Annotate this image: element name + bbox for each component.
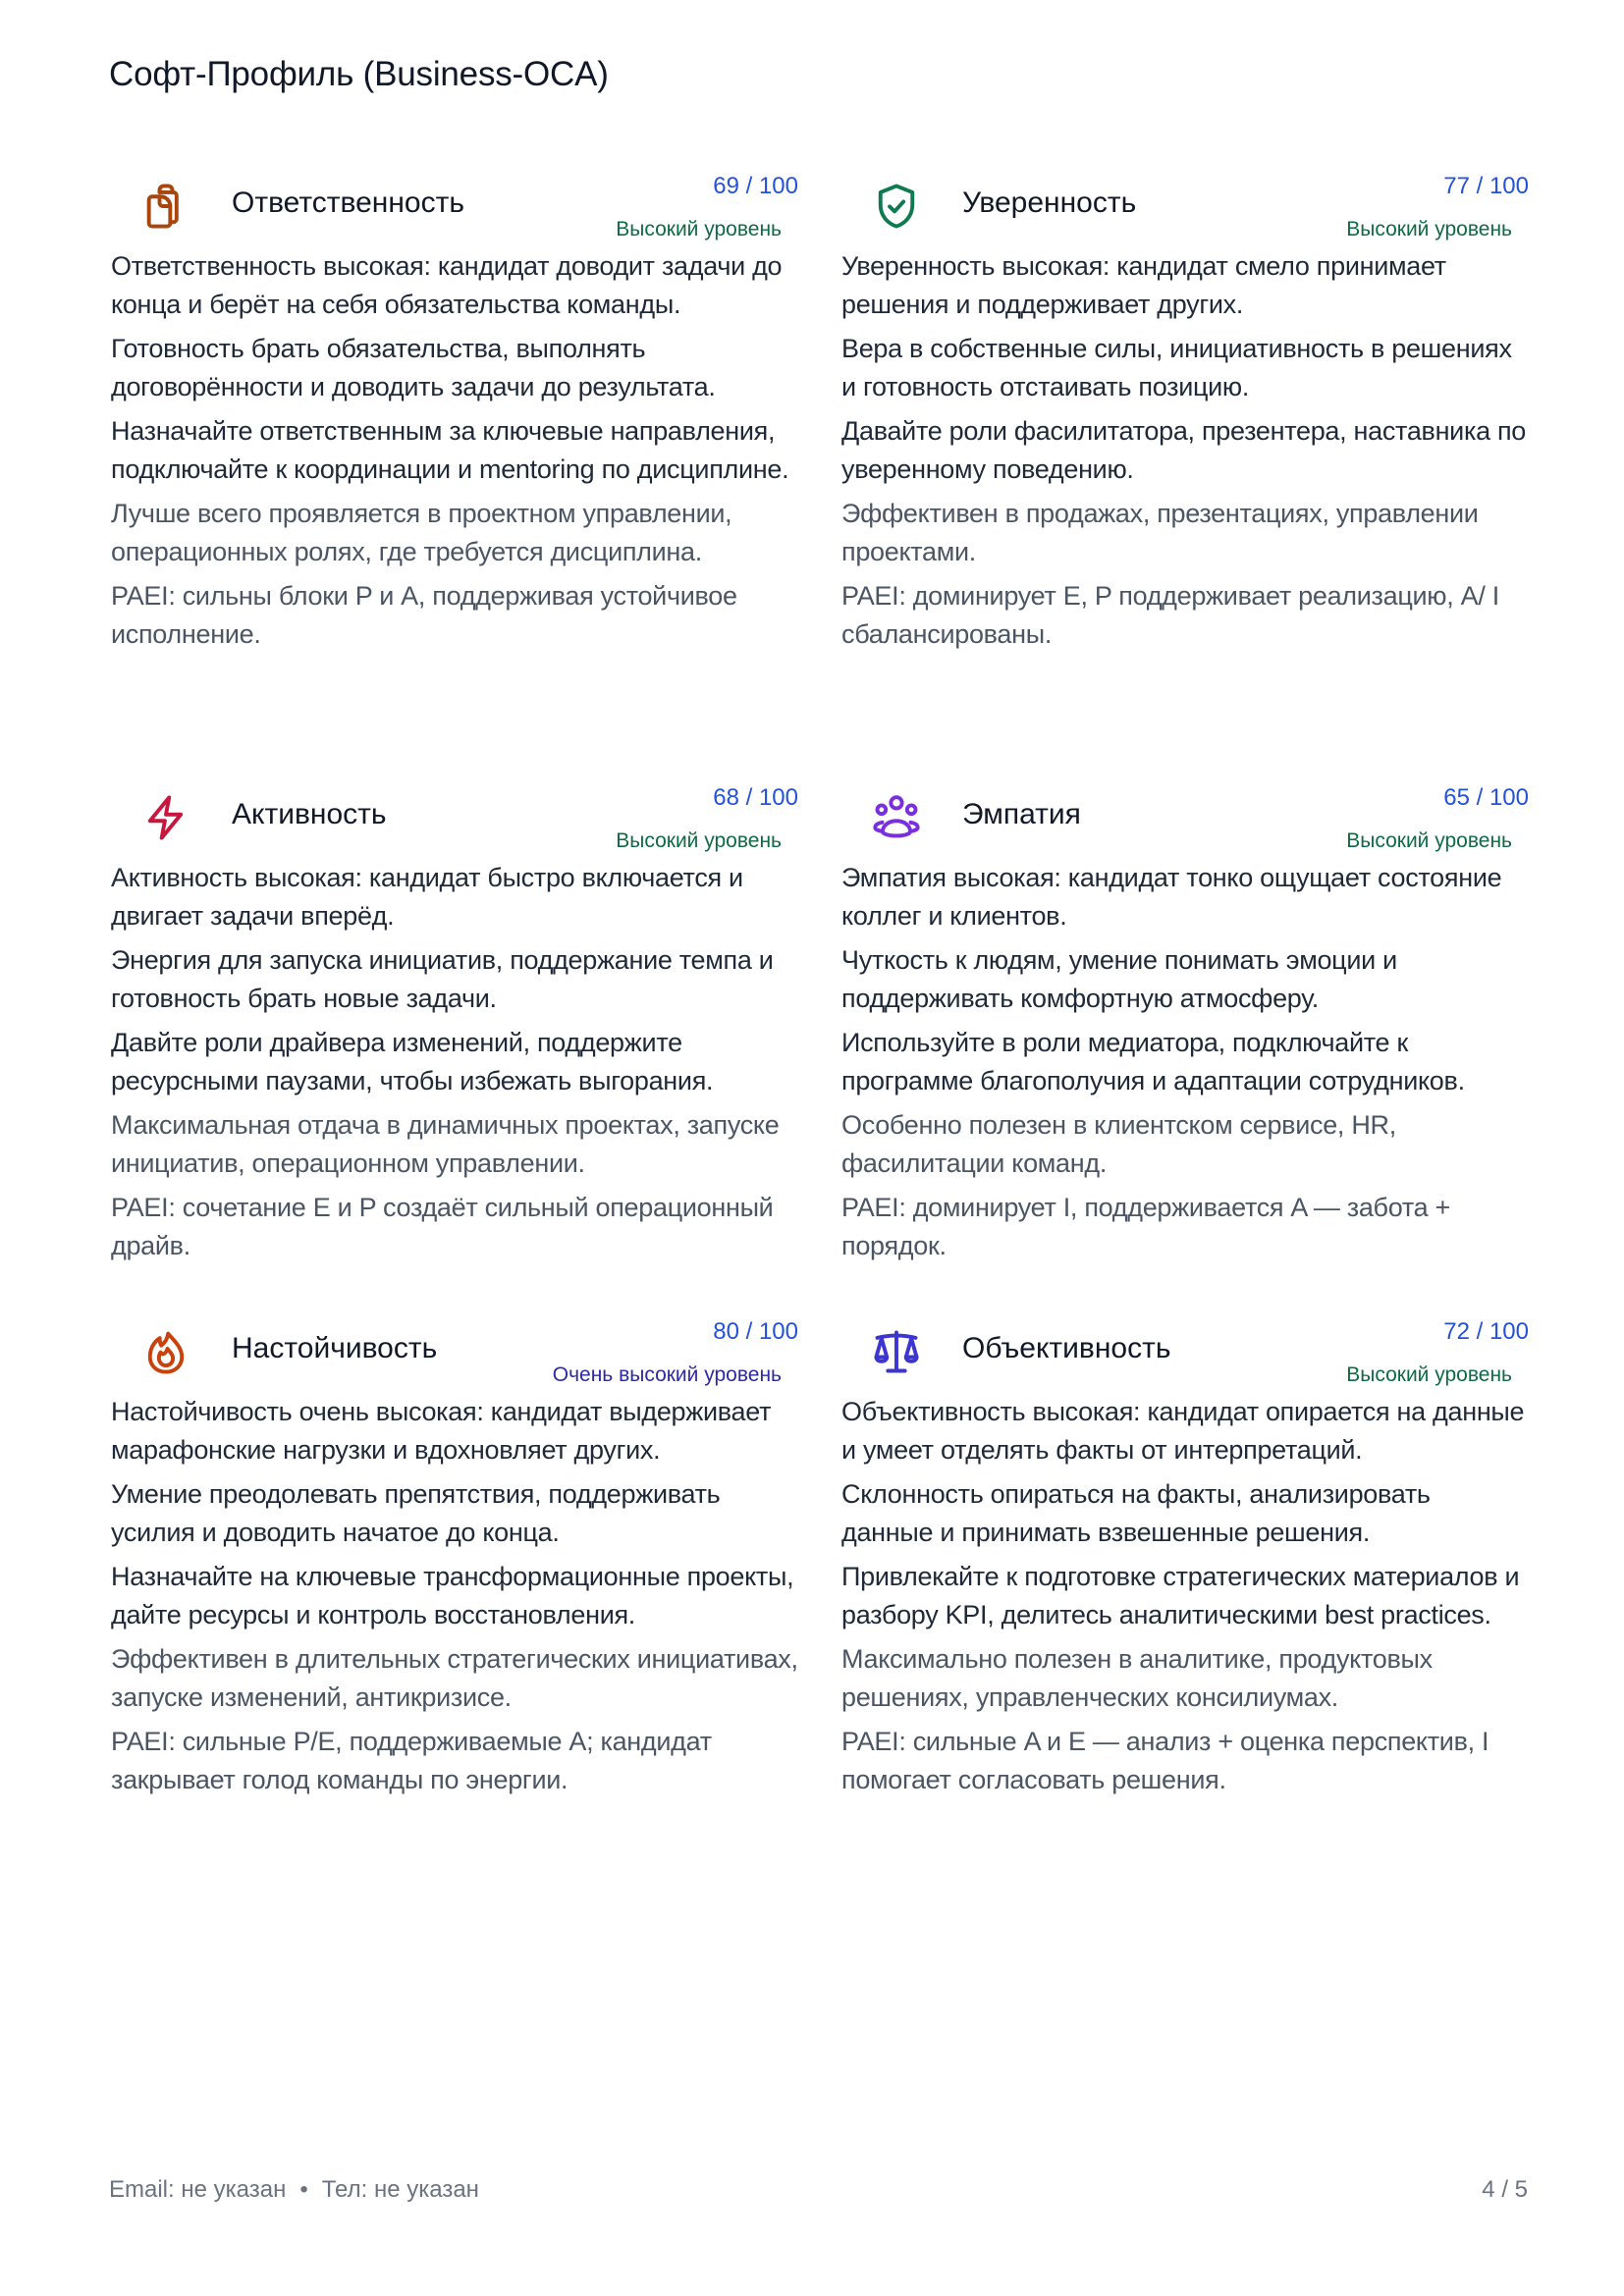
card-note-paragraph: Эффективен в продажах, презентациях, управлении проектами. [841, 499, 1479, 566]
trait-card-confidence [841, 173, 1529, 649]
card-description-paragraph: Используйте в роли медиатора, подключайте к программе благополучия и адаптации сотрудников. [841, 1028, 1465, 1095]
card-body [111, 247, 798, 660]
page-indicator: 4 / 5 [1482, 2176, 1528, 2203]
lightning-icon [140, 792, 191, 843]
card-note-paragraph: PAEI: сильны блоки P и A, поддерживая устойчивое исполнение. [111, 581, 737, 649]
card-level: Высокий уровень [1346, 1363, 1512, 1386]
card-title: Настойчивость [232, 1332, 438, 1364]
card-description-paragraph: Активность высокая: кандидат быстро включается и двигает задачи вперёд. [111, 863, 743, 931]
card-body [111, 1393, 798, 1805]
card-description-paragraph: Склонность опираться на факты, анализировать данные и принимать взвешенные решения. [841, 1479, 1431, 1547]
people-group-icon [871, 792, 922, 843]
card-description-paragraph: Энергия для запуска инициатив, поддержание темпа и готовность брать новые задачи. [111, 945, 774, 1013]
card-description-paragraph: Вера в собственные силы, инициативность в решениях и готовность отстаивать позицию. [841, 334, 1512, 401]
card-description-paragraph: Настойчивость очень высокая: кандидат выдерживает марафонские нагрузки и вдохновляет других. [111, 1397, 772, 1465]
card-description-paragraph: Давайте роли фасилитатора, презентера, наставника по уверенному поведению. [841, 416, 1527, 484]
card-description-paragraph: Ответственность высокая: кандидат доводит задачи до конца и берёт на себя обязательства команды. [111, 251, 783, 319]
card-description-paragraph: Привлекайте к подготовке стратегических материалов и разбору KPI, делитесь аналитическими best practices. [841, 1562, 1520, 1629]
card-description-paragraph: Уверенность высокая: кандидат смело принимает решения и поддерживает других. [841, 251, 1446, 319]
card-body [841, 247, 1529, 660]
shield-check-icon [871, 181, 922, 232]
card-score: 65 / 100 [1443, 784, 1529, 811]
footer-separator: • [299, 2176, 308, 2203]
flame-icon [140, 1326, 191, 1377]
card-note-paragraph: Особенно полезен в клиентском сервисе, HR, фасилитации команд. [841, 1110, 1396, 1178]
trait-card-activity [111, 784, 798, 1260]
scales-icon [871, 1326, 922, 1377]
card-title: Уверенность [962, 187, 1137, 219]
card-title: Активность [232, 798, 387, 830]
card-score: 80 / 100 [713, 1318, 798, 1345]
card-note-paragraph: PAEI: доминирует I, поддерживается A — забота + порядок. [841, 1193, 1450, 1260]
card-title: Эмпатия [962, 798, 1081, 830]
card-description-paragraph: Эмпатия высокая: кандидат тонко ощущает состояние коллег и клиентов. [841, 863, 1502, 931]
card-note-paragraph: Максимальная отдача в динамичных проектах, запуске инициатив, операционном управлении. [111, 1110, 780, 1178]
card-score: 68 / 100 [713, 784, 798, 811]
card-title: Ответственность [232, 187, 464, 219]
card-note-paragraph: PAEI: сильные P/E, поддерживаемые A; кандидат закрывает голод команды по энергии. [111, 1727, 712, 1794]
card-body [841, 1393, 1529, 1805]
page-title: Софт-Профиль (Business-OCA) [109, 55, 609, 93]
clipboard-icon [140, 181, 191, 232]
card-note-paragraph: Лучше всего проявляется в проектном управлении, операционных ролях, где требуется дисциплина. [111, 499, 732, 566]
card-body [111, 859, 798, 1271]
card-score: 72 / 100 [1443, 1318, 1529, 1345]
card-title: Объективность [962, 1332, 1171, 1364]
trait-card-persistence [111, 1318, 798, 1794]
card-description-paragraph: Давйте роли драйвера изменений, поддержите ресурсными паузами, чтобы избежать выгорания. [111, 1028, 714, 1095]
card-note-paragraph: Максимально полезен в аналитике, продуктовых решениях, управленческих консилиумах. [841, 1644, 1433, 1712]
card-description-paragraph: Объективность высокая: кандидат опирается на данные и умеет отделять факты от интерпретаций. [841, 1397, 1525, 1465]
card-description-paragraph: Назначайте на ключевые трансформационные проекты, дайте ресурсы и контроль восстановления. [111, 1562, 794, 1629]
footer-email: Email: не указан [109, 2176, 287, 2203]
card-body [841, 859, 1529, 1271]
card-level: Высокий уровень [1346, 218, 1512, 240]
card-description-paragraph: Назначайте ответственным за ключевые направления, подключайте к координации и mentoring по дисциплине. [111, 416, 789, 484]
footer-phone: Тел: не указан [321, 2176, 479, 2203]
card-note-paragraph: PAEI: доминирует E, P поддерживает реализацию, A/ I сбалансированы. [841, 581, 1499, 649]
card-level: Высокий уровень [616, 829, 782, 852]
card-note-paragraph: PAEI: сильные A и E — анализ + оценка перспектив, I помогает согласовать решения. [841, 1727, 1489, 1794]
card-level: Высокий уровень [1346, 829, 1512, 852]
footer-contacts [109, 2176, 479, 2204]
card-score: 69 / 100 [713, 173, 798, 199]
card-note-paragraph: PAEI: сочетание E и P создаёт сильный операционный драйв. [111, 1193, 774, 1260]
trait-card-responsibility [111, 173, 798, 649]
card-level: Высокий уровень [616, 218, 782, 240]
card-description-paragraph: Готовность брать обязательства, выполнять договорённости и доводить задачи до результата. [111, 334, 716, 401]
card-description-paragraph: Умение преодолевать препятствия, поддерживать усилия и доводить начатое до конца. [111, 1479, 721, 1547]
card-note-paragraph: Эффективен в длительных стратегических инициативах, запуске изменений, антикризисе. [111, 1644, 798, 1712]
trait-card-empathy [841, 784, 1529, 1260]
card-score: 77 / 100 [1443, 173, 1529, 199]
card-description-paragraph: Чуткость к людям, умение понимать эмоции и поддерживать комфортную атмосферу. [841, 945, 1397, 1013]
trait-card-objectivity [841, 1318, 1529, 1794]
card-level: Очень высокий уровень [552, 1363, 782, 1386]
